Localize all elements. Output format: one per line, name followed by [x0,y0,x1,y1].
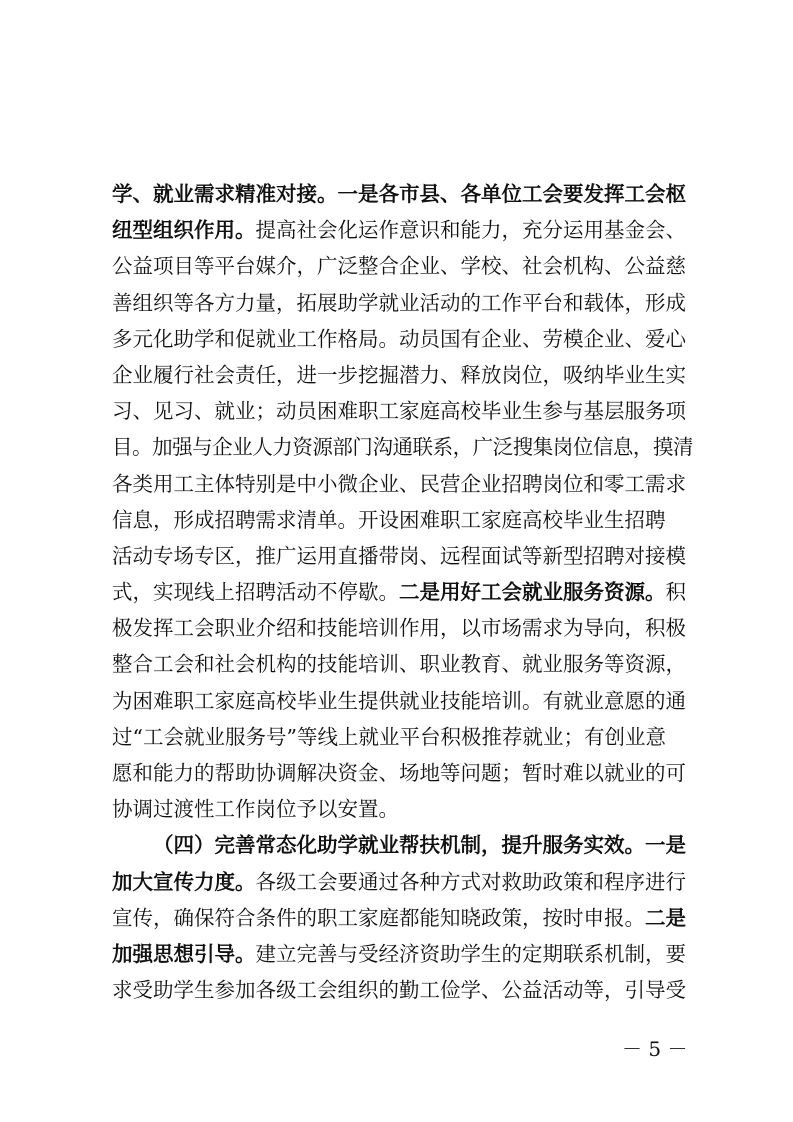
text-run: 愿和能力的帮助协调解决资金、场地等问题；暂时难以就业的可 [112,761,686,785]
text-line [112,429,694,465]
text-run: 多元化助学和促就业工作格局。动员国有企业、劳模企业、爱心 [112,326,686,351]
text-line [112,900,694,936]
text-run: 极发挥工会职业介绍和技能培训作用，以市场需求为导向，积极 [112,616,686,641]
text-run: 活动专场专区，推广运用直播带岗、远程面试等新型招聘对接模 [112,543,686,568]
text-run: 协调过渡性工作岗位予以安置。 [112,797,399,822]
text-run: 企业履行社会责任，进一步挖掘潜力、释放岗位，吸纳毕业生实 [112,362,686,387]
bold-text-run: 纽型组织作用。 [112,218,256,243]
bold-text-run: 二是用好工会就业服务资源。 [399,580,666,605]
text-line [112,972,694,1008]
text-run: 宣传，确保符合条件的职工家庭都能知晓政策，按时申报。 [112,905,645,930]
text-line [112,248,694,284]
paragraph-1 [112,176,694,827]
text-run: 提高社会化运作意识和能力，充分运用基金会、 [255,218,686,243]
text-line [112,574,694,610]
text-run: 公益项目等平台媒介，广泛整合企业、学校、社会机构、公益慈 [112,254,686,279]
text-line [112,285,694,321]
bold-text-run: 加强思想引导。 [112,941,256,966]
page-number: － 5 － [622,1037,688,1061]
bold-text-run: （四）完善常态化助学就业帮扶机制，提升服务实效。一是 [153,833,686,858]
text-run: 善组织等各方力量，拓展助学就业活动的工作平台和载体，形成 [112,290,686,315]
text-run: 信息，形成招聘需求清单。开设困难职工家庭高校毕业生招聘 [112,507,666,532]
text-line [112,683,694,719]
bold-text-run: 加大宣传力度。 [112,869,256,894]
text-run: 各级工会要通过各种方式对救助政策和程序进行 [255,869,686,894]
text-run: 求受助学生参加各级工会组织的勤工俭学、公益活动等，引导受 [112,978,686,1003]
text-line [112,321,694,357]
text-run: 目。加强与企业人力资源部门沟通联系，广泛搜集岗位信息，摸清 [112,435,694,460]
text-run: 习、见习、就业；动员困难职工家庭高校毕业生参与基层服务项 [112,399,686,424]
bold-text-run: 学、就业需求精准对接。一是各市县、各单位工会要发挥工会枢 [112,182,686,206]
text-run: 式，实现线上招聘活动不停歇。 [112,580,399,605]
text-run: 积 [665,580,686,605]
text-line [112,610,694,646]
text-run: 为困难职工家庭高校毕业生提供就业技能培训。有就业意愿的通 [112,688,686,713]
text-line [112,538,694,574]
text-line [112,864,694,900]
text-line [112,466,694,502]
text-run: 整合工会和社会机构的技能培训、职业教育、就业服务等资源， [112,652,686,677]
text-line [112,357,694,393]
text-run: 各类用工主体特别是中小微企业、民营企业招聘岗位和零工需求 [112,471,686,496]
text-line [112,393,694,429]
text-line [112,176,694,212]
text-run: 过“工会就业服务号”等线上就业平台积极推荐就业；有创业意 [112,724,666,749]
text-run: 建立完善与受经济资助学生的定期联系机制，要 [255,941,686,966]
text-line [112,827,694,863]
text-line [112,646,694,682]
bold-text-run: 二是 [645,905,686,930]
paragraph-2 [112,827,694,1008]
text-line [112,755,694,791]
text-line [112,212,694,248]
text-line [112,719,694,755]
document-body [112,176,694,1008]
text-line [112,936,694,972]
text-line [112,502,694,538]
text-line [112,791,694,827]
